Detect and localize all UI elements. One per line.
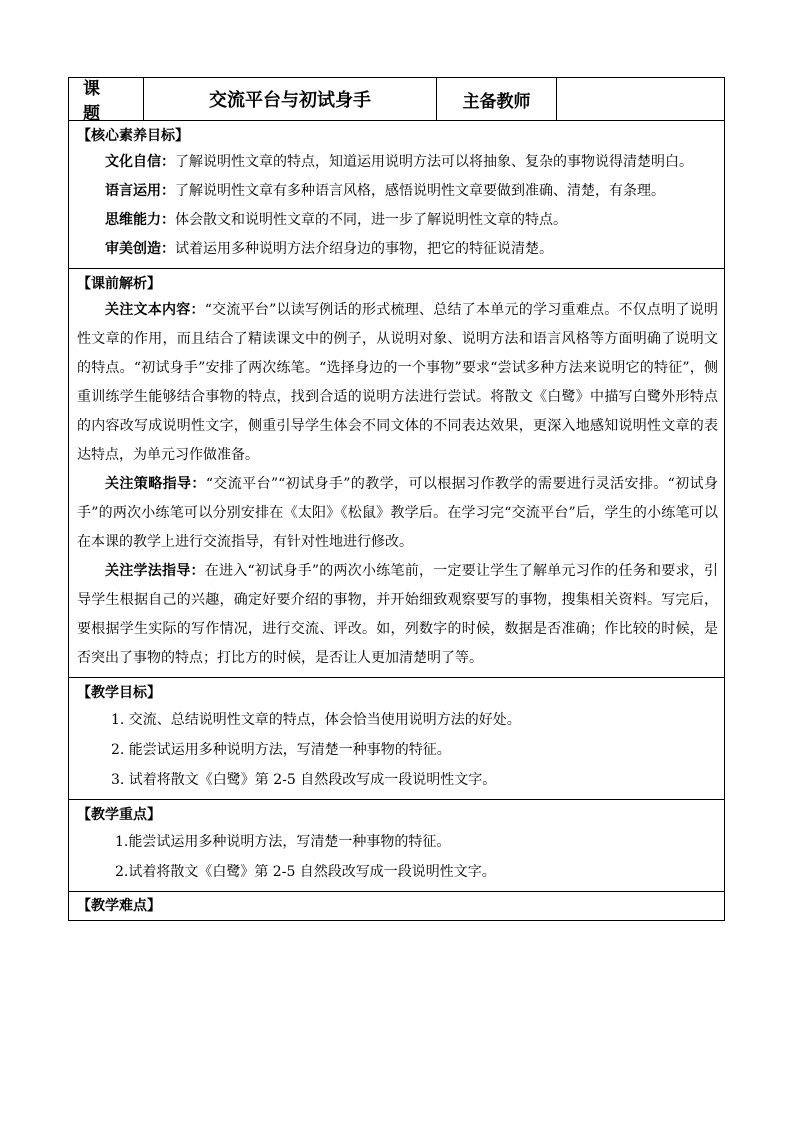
core-item: 思维能力：体会散文和说明性文章的不同，进一步了解说明性文章的特点。 — [105, 212, 567, 228]
teaching-goals-section — [69, 678, 724, 800]
key-item: 2.试着将散文《白鹭》第 2-5 自然段改写成一段说明性文字。 — [115, 864, 496, 880]
lesson-title: 交流平台与初试身手 — [144, 78, 437, 120]
analysis-item: 关注文本内容：“交流平台”以读写例话的形式梳理、总结了本单元的学习重难点。不仅点明了说明性文章的作用，而且结合了精读课文中的例子，从说明对象、说明方法和语言风格等方面明确了说明文的特点。“初试身手”安排了两次练笔。“选择身边的一个事物”要求“尝试多种方法来说明它的特征”，侧重训练学生能够结合事物的特点，找到合适的说明方法进行尝试。将散文《白鹭》中描写白鹭外形特点的内容改写成说明性文字，侧重引导学生体会不同文体的不同表达效果，更深入地感知说明性文章的表达特点，为单元习作做准备。 — [77, 302, 719, 463]
key-points-section — [69, 800, 724, 892]
header-row — [69, 78, 724, 124]
goal-item: 3. 试着将散文《白鹭》第 2-5 自然段改写成一段说明性文字。 — [111, 772, 497, 788]
section-title: 【教学重点】 — [77, 807, 161, 823]
core-goals-section — [69, 121, 724, 269]
analysis-item: 关注策略指导：“交流平台”“初试身手”的教学，可以根据习作教学的需要进行灵活安排。“初试身手”的两次小练笔可以分别安排在《太阳》《松鼠》教学后。在学习完“交流平台”后，学生的小练笔可以在本课的教学上进行交流指导，有针对性地进行修改。 — [77, 476, 718, 550]
lesson-plan-table — [68, 77, 725, 921]
section-title: 【教学目标】 — [77, 685, 161, 701]
goal-item: 1. 交流、总结说明性文章的特点，体会恰当使用说明方法的好处。 — [111, 712, 521, 728]
analysis-item: 关注学法指导：在进入“初试身手”的两次小练笔前，一定要让学生了解单元习作的任务和要求，引导学生根据自己的兴趣，确定好要介绍的事物，并开始细致观察要写的事物，搜集相关资料。写完后，要根据学生实际的写作情况，进行交流、评改。如，列数字的时候，数据是否准确；作比较的时候，是否突出了事物的特点；打比方的时候，是否让人更加清楚明了等。 — [77, 563, 719, 666]
core-item: 文化自信：了解说明性文章的特点，知道运用说明方法可以将抽象、复杂的事物说得清楚明白。 — [105, 154, 693, 170]
goal-item: 2. 能尝试运用多种说明方法，写清楚一种事物的特征。 — [111, 742, 451, 758]
key-item: 1.能尝试运用多种说明方法，写清楚一种事物的特征。 — [115, 834, 451, 850]
section-title: 【教学难点】 — [77, 898, 161, 914]
teacher-label: 主备教师 — [437, 78, 557, 120]
section-title: 【核心素养目标】 — [77, 128, 189, 144]
section-title: 【课前解析】 — [77, 276, 161, 292]
pre-analysis-section — [69, 269, 724, 678]
core-item: 审美创造：试着运用多种说明方法介绍身边的事物，把它的特征说清楚。 — [105, 241, 553, 257]
topic-label: 课题 — [69, 78, 144, 120]
difficulty-section — [69, 892, 724, 920]
core-item: 语言运用：了解说明性文章有多种语言风格，感悟说明性文章要做到准确、清楚，有条理。 — [105, 183, 665, 199]
teacher-value — [557, 78, 724, 120]
